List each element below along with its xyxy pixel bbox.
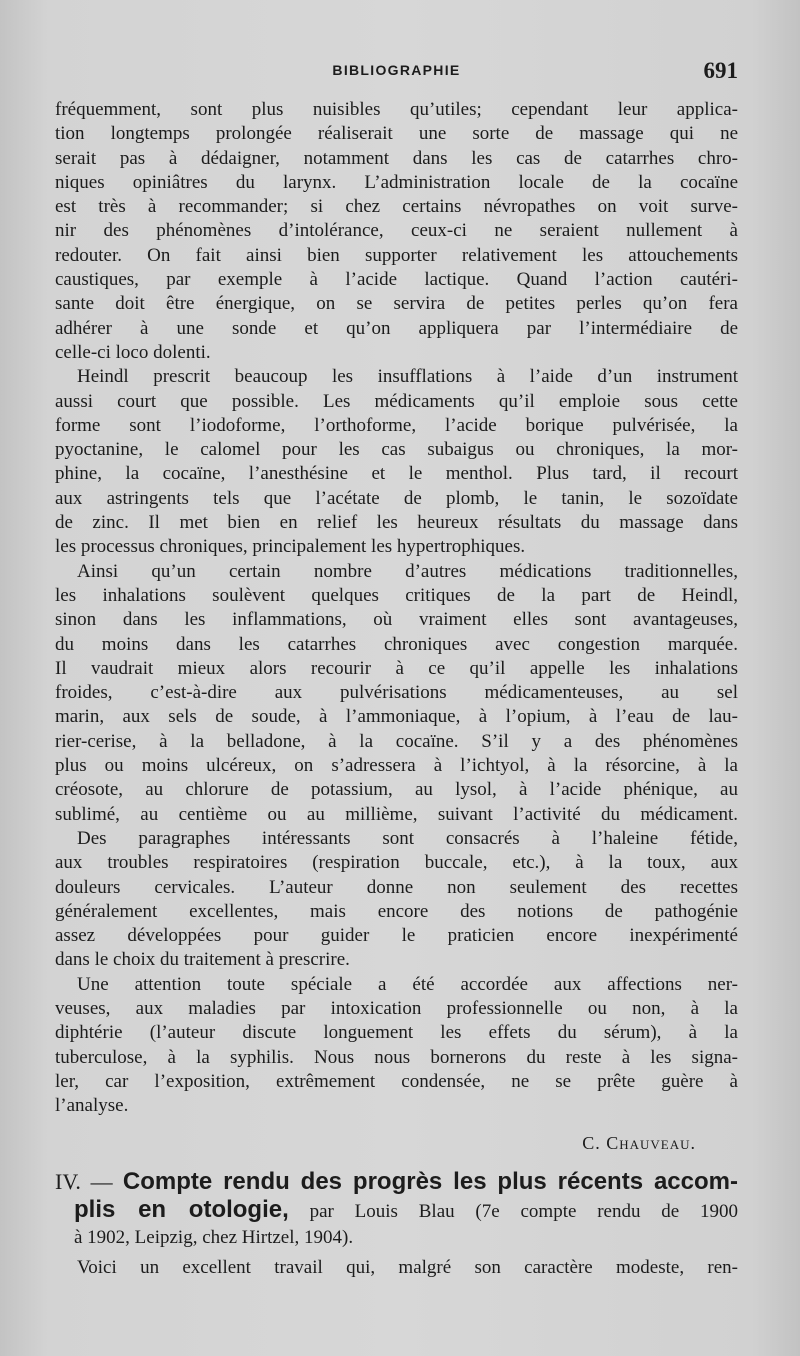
paragraph — [55, 827, 738, 973]
text-line: Des paragraphes intéressants sont consacrés à l’haleine fétide, — [77, 827, 738, 849]
text-line: sublimé, au centième ou au millième, suivant l’activité du médicament. — [55, 803, 738, 825]
running-title: BIBLIOGRAPHIE — [332, 62, 461, 78]
review-title: plis en otologie, — [74, 1196, 289, 1224]
paragraph — [55, 365, 738, 559]
text-line: diphtérie (l’auteur discute longuement les effets du sérum), à la — [55, 1022, 738, 1044]
text-line: dans le choix du traitement à prescrire. — [55, 949, 350, 971]
text-line: tion longtemps prolongée réaliserait une sorte de massage qui ne — [55, 123, 738, 145]
text-line: généralement excellentes, mais encore des notions de pathogénie — [55, 900, 738, 922]
text-line: pyoctanine, le calomel pour les cas subaigus ou chroniques, la mor- — [55, 439, 738, 461]
text-line: caustiques, par exemple à l’acide lactique. Quand l’action cautéri- — [55, 269, 738, 291]
paragraph — [55, 973, 738, 1119]
text-line: fréquemment, sont plus nuisibles qu’utiles; cependant leur applica- — [55, 99, 738, 120]
review-heading-line — [55, 1168, 738, 1196]
text-line: nir des phénomènes d’intolérance, ceux-ci ne seraient nullement à — [55, 220, 738, 242]
text-line: les inhalations soulèvent quelques critiques de la part de Heindl, — [55, 584, 738, 606]
text-line: du moins dans les catarrhes chroniques avec congestion marquée. — [55, 633, 738, 655]
review-heading-line — [55, 1224, 738, 1252]
text-line: celle-ci loco dolenti. — [55, 341, 211, 363]
page-number: 691 — [703, 58, 738, 83]
paragraph — [55, 98, 738, 365]
text-line: l’analyse. — [55, 1095, 129, 1117]
author-signature: C. Chauveau. — [582, 1133, 696, 1154]
text-line: assez développées pour guider le praticien encore inexpérimenté — [55, 925, 738, 947]
text-line: Il vaudrait mieux alors recourir à ce qu’il appelle les inhalations — [55, 657, 738, 679]
text-line: serait pas à dédaigner, notamment dans les cas de catarrhes chro- — [55, 147, 738, 169]
text-line: adhérer à une sonde et qu’on appliquera par l’intermédiaire de — [55, 317, 738, 339]
text-line: Ainsi qu’un certain nombre d’autres médications traditionnelles, — [77, 560, 738, 582]
text-line: marin, aux sels de soude, à l’ammoniaque, à l’opium, à l’eau de lau- — [55, 706, 738, 728]
text-line: Heindl prescrit beaucoup les insufflations à l’aide d’un instrument — [77, 366, 738, 388]
review-heading — [55, 1168, 738, 1252]
review-number: IV. — — [55, 1169, 113, 1195]
text-line: forme sont l’iodoforme, l’orthoforme, l’acide borique pulvérisée, la — [55, 414, 738, 436]
text-line: est très à recommander; si chez certains névropathes on voit surve- — [55, 196, 738, 218]
text-line: tuberculose, à la syphilis. Nous nous bornerons du reste à les signa- — [55, 1046, 738, 1068]
text-line: plus ou moins ulcéreux, on s’adressera à l’ichtyol, à la résorcine, à la — [55, 755, 738, 777]
review-details: par Louis Blau (7e compte rendu de 1900 — [309, 1201, 739, 1223]
text-line: Voici un excellent travail qui, malgré son caractère modeste, ren- — [77, 1257, 738, 1279]
text-line: les processus chroniques, principalement les hypertrophiques. — [55, 536, 526, 558]
text-line: aux astringents tels que l’acétate de plomb, le tanin, le sozoïdate — [55, 487, 738, 509]
text-line: aussi court que possible. Les médicaments qu’il emploie sous cette — [55, 390, 738, 412]
paragraph — [55, 560, 738, 827]
text-line: sante doit être énergique, on se servira de petites perles qu’on fera — [55, 293, 738, 315]
review-heading-line — [55, 1196, 738, 1224]
text-line: redouter. On fait ainsi bien supporter relativement les attouchements — [55, 244, 738, 266]
text-line: froides, c’est-à-dire aux pulvérisations médicamenteuses, au sel — [55, 682, 738, 704]
text-line: aux troubles respiratoires (respiration buccale, etc.), à la toux, aux — [55, 852, 738, 874]
text-line: sinon dans les inflammations, où vraiment elles sont avantageuses, — [55, 609, 738, 631]
review-details: à 1902, Leipzig, chez Hirtzel, 1904). — [74, 1227, 354, 1249]
review-title: Compte rendu des progrès les plus récents accom- — [122, 1168, 738, 1196]
text-line: niques opiniâtres du larynx. L’administration locale de la cocaïne — [55, 171, 738, 193]
text-line: douleurs cervicales. L’auteur donne non seulement des recettes — [55, 876, 738, 898]
page-body — [55, 98, 738, 1281]
text-line: rier-cerise, à la belladone, à la cocaïne. S’il y a des phénomènes — [55, 730, 738, 752]
text-line: phine, la cocaïne, l’anesthésine et le menthol. Plus tard, il recourt — [55, 463, 738, 485]
text-line: de zinc. Il met bien en relief les heureux résultats du massage dans — [55, 512, 738, 534]
text-line: ler, car l’exposition, extrêmement condensée, ne se prête guère à — [55, 1070, 738, 1092]
text-line: veuses, aux maladies par intoxication professionnelle ou non, à la — [55, 997, 738, 1019]
running-header — [55, 58, 738, 88]
text-line: Une attention toute spéciale a été accordée aux affections ner- — [77, 973, 738, 995]
text-line: créosote, au chlorure de potassium, au lysol, à l’acide phénique, au — [55, 779, 738, 801]
